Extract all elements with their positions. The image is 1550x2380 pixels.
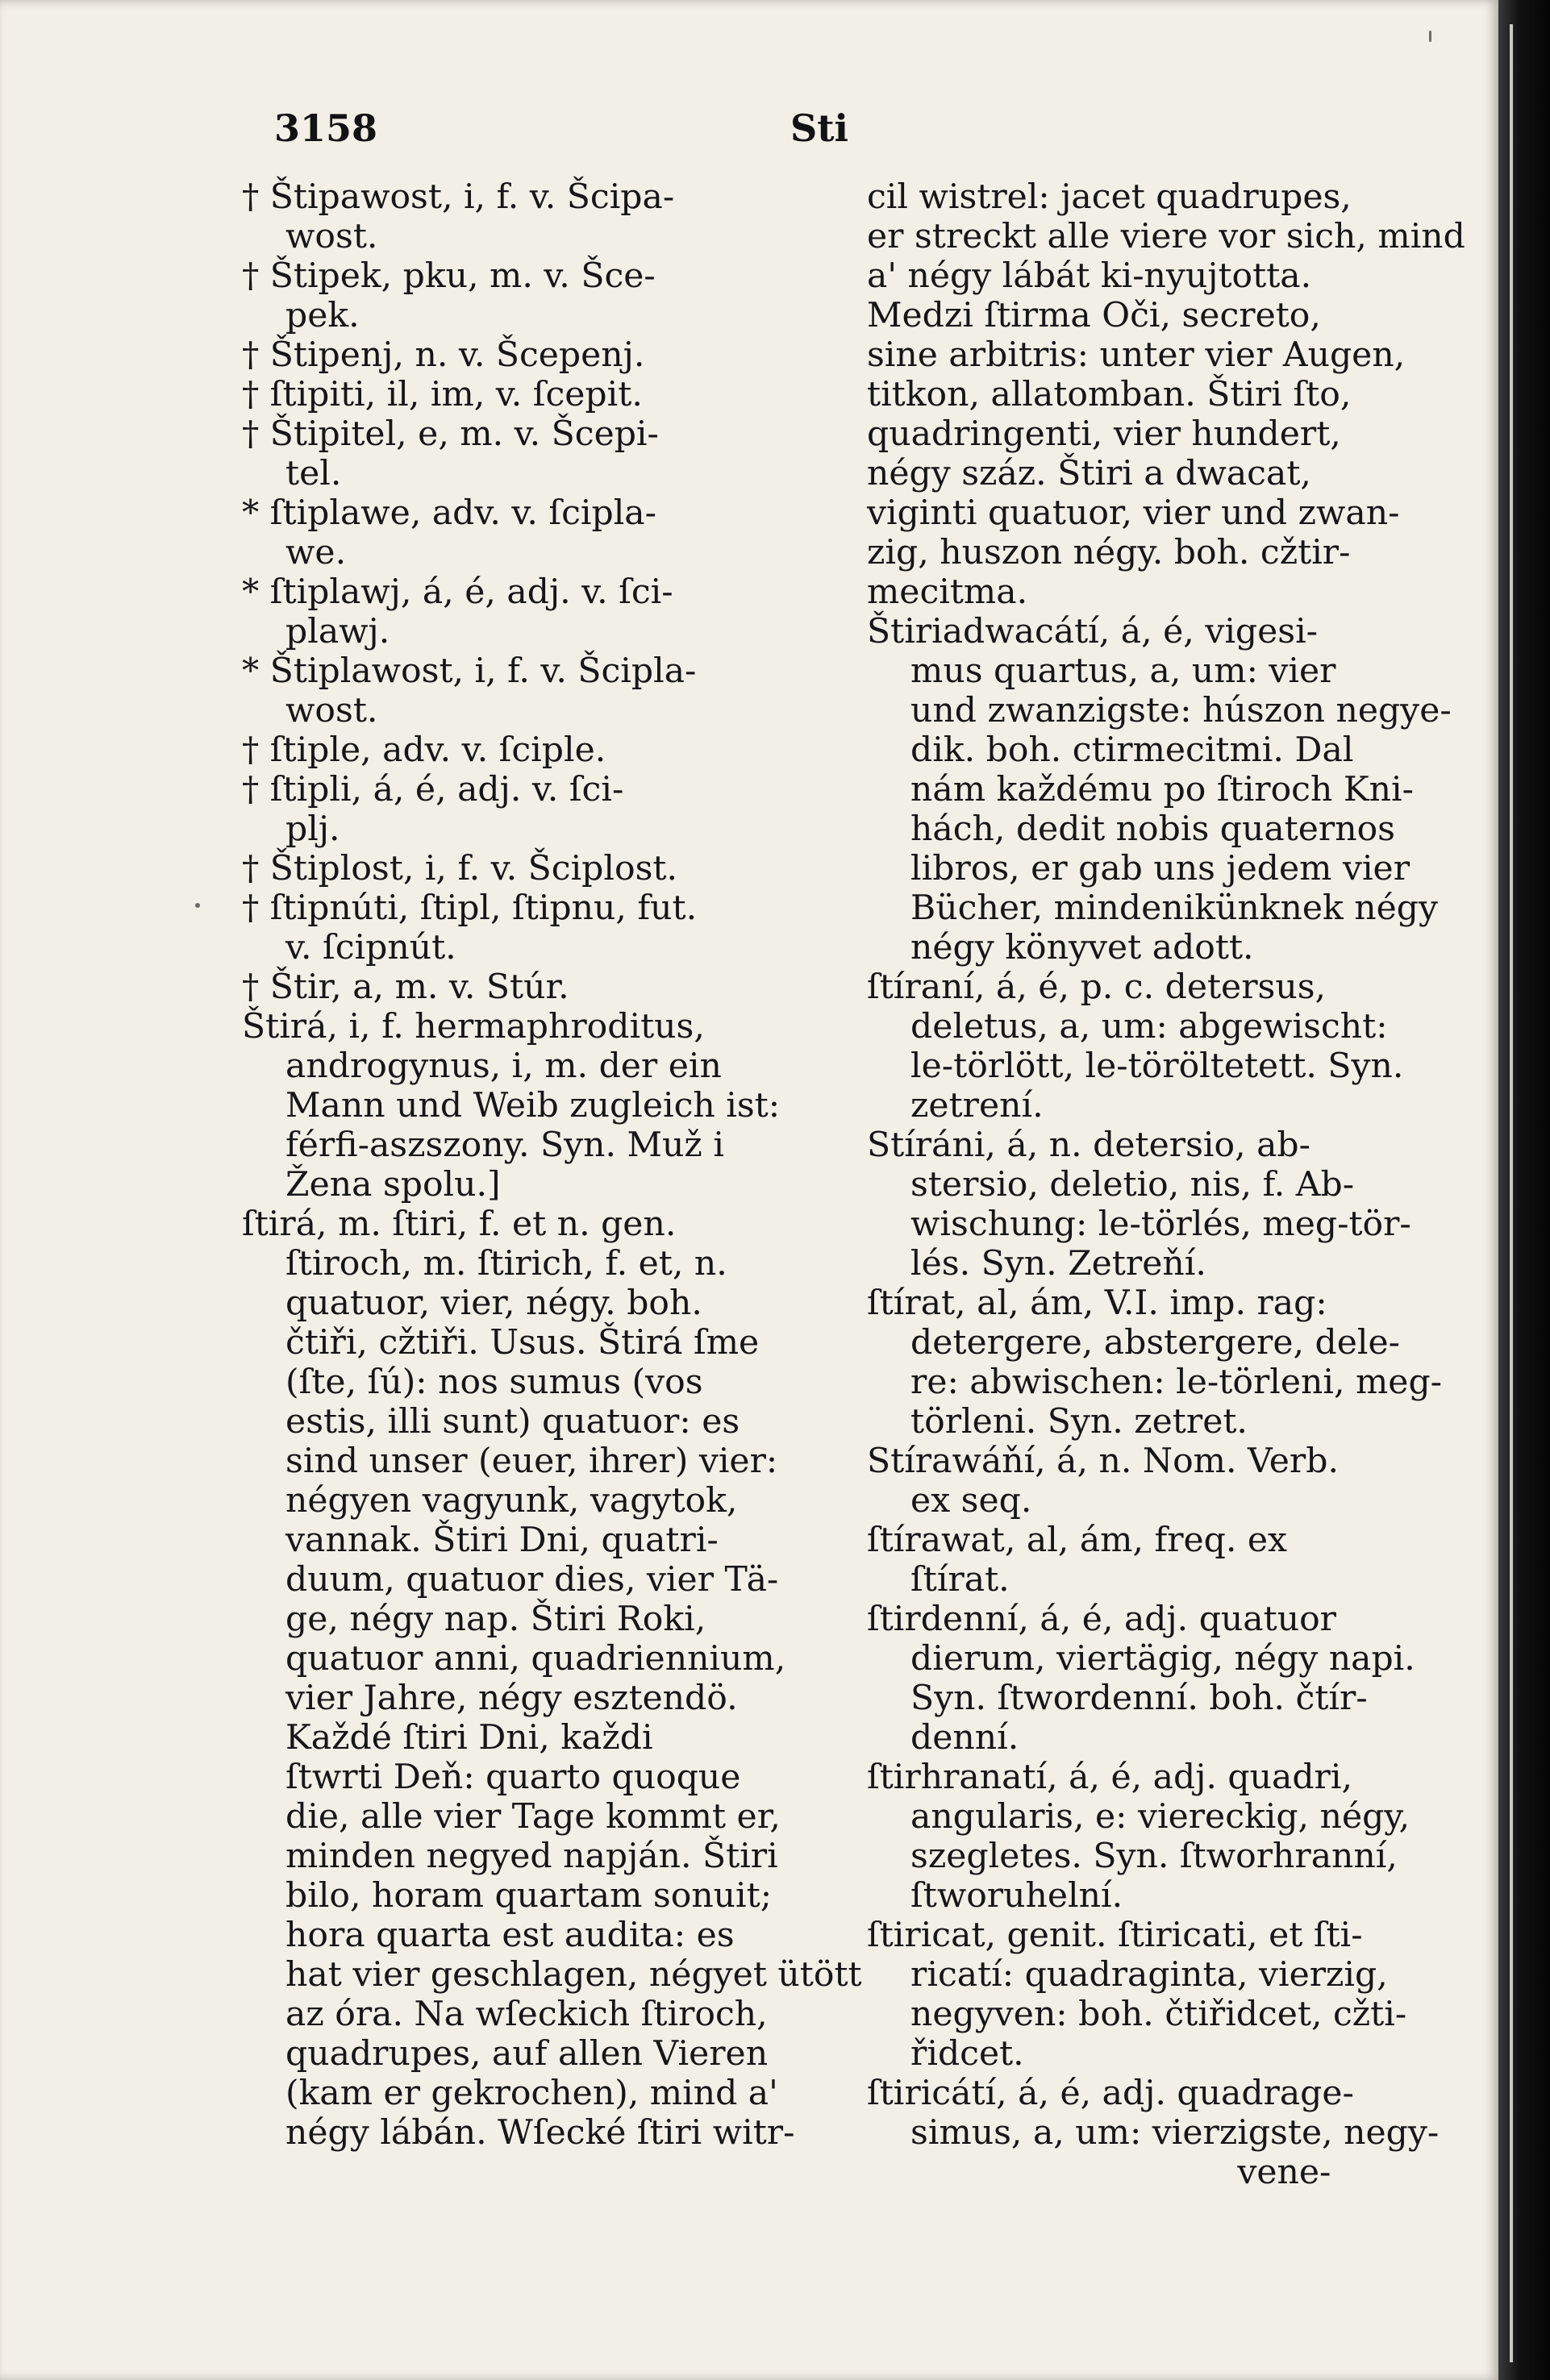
entry-line-left: ge, négy nap. Štiri Roki, xyxy=(242,1600,706,1639)
entry-line-right: ſtiricat, genit. ſtiricati, et ſti- xyxy=(867,1916,1363,1955)
entry-line-right: mecitma. xyxy=(867,572,1028,612)
entry-line-right: ſtirdenní, á, é, adj. quatuor xyxy=(867,1600,1336,1639)
running-head: Sti xyxy=(790,106,848,150)
entry-line-right: Stíráni, á, n. detersio, ab- xyxy=(867,1126,1310,1165)
entry-line-left: Mann und Weib zugleich ist: xyxy=(242,1086,781,1126)
entry-line-right: lés. Syn. Zetreňí. xyxy=(867,1244,1206,1284)
entry-line-right: Syn. ſtwordenní. boh. čtír- xyxy=(867,1679,1368,1718)
entry-line-left: * ſtiplawj, á, é, adj. v. ſci- xyxy=(242,572,673,612)
entry-line-right: ſtírawat, al, ám, freq. ex xyxy=(867,1521,1288,1560)
entry-line-right: ſtiricátí, á, é, adj. quadrage- xyxy=(867,2074,1354,2113)
entry-line-left: † ſtipiti, il, im, v. ſcepit. xyxy=(242,375,643,414)
entry-line-right: ſtworuhelní. xyxy=(867,1876,1123,1916)
entry-line-left: † ſtipli, á, é, adj. v. ſci- xyxy=(242,770,624,809)
entry-line-left: az óra. Na wſeckich ſtiroch, xyxy=(242,1995,768,2034)
entry-line-right: libros, er gab uns jedem vier xyxy=(867,849,1410,888)
entry-line-left: * ſtiplawe, adv. v. ſcipla- xyxy=(242,493,656,533)
entry-line-right: řidcet. xyxy=(867,2034,1024,2074)
entry-line-right: ex seq. xyxy=(867,1481,1032,1521)
page-number: 3158 xyxy=(274,106,378,150)
entry-line-right: szegletes. Syn. ſtworhranní, xyxy=(867,1837,1398,1876)
entry-line-right: Stírawáňí, á, n. Nom. Verb. xyxy=(867,1442,1339,1481)
entry-line-left: † Štipek, pku, m. v. Šce- xyxy=(242,256,656,296)
entry-line-left: Štirá, i, f. hermaphroditus, xyxy=(242,1007,705,1046)
entry-line-right: und zwanzigste: húszon negye- xyxy=(867,691,1452,730)
entry-line-left: ſtwrti Deň: quarto quoque xyxy=(242,1758,741,1797)
entry-line-left: ſtiroch, m. ſtirich, f. et, n. xyxy=(242,1244,727,1284)
entry-line-right: re: abwischen: le-törleni, meg- xyxy=(867,1363,1443,1402)
entry-line-right: denní. xyxy=(867,1718,1019,1758)
entry-line-left: plj. xyxy=(242,809,340,849)
entry-line-right: cil wistrel: jacet quadrupes, xyxy=(867,177,1352,217)
entry-line-left: † Štipitel, e, m. v. Šcepi- xyxy=(242,414,659,454)
entry-line-right: titkon, allatomban. Štiri ſto, xyxy=(867,375,1352,414)
entry-line-right: ricatí: quadraginta, vierzig, xyxy=(867,1955,1388,1995)
entry-line-right: hách, dedit nobis quaternos xyxy=(867,809,1395,849)
entry-line-right: quadringenti, vier hundert, xyxy=(867,414,1341,454)
entry-line-left: androgynus, i, m. der ein xyxy=(242,1046,722,1086)
book-edge xyxy=(1498,0,1550,2380)
entry-line-right: Medzi ſtirma Oči, secreto, xyxy=(867,296,1321,335)
print-speck xyxy=(1429,31,1431,42)
entry-line-right: vene- xyxy=(867,2153,1331,2192)
entry-line-left: duum, quatuor dies, vier Tä- xyxy=(242,1560,779,1600)
entry-line-right: dierum, viertägig, négy napi. xyxy=(867,1639,1415,1679)
entry-line-left: négyen vagyunk, vagytok, xyxy=(242,1481,738,1521)
left-column xyxy=(242,177,862,2153)
entry-line-left: čtiři, cžtiři. Usus. Štirá ſme xyxy=(242,1323,760,1363)
entry-line-right: négy könyvet adott. xyxy=(867,928,1254,967)
entry-line-right: wischung: le-törlés, meg-tör- xyxy=(867,1205,1411,1244)
entry-line-left: quadrupes, auf allen Vieren xyxy=(242,2034,769,2074)
entry-line-left: Každé ſtiri Dni, každi xyxy=(242,1718,653,1758)
entry-line-left: hat vier geschlagen, négyet ütött xyxy=(242,1955,862,1995)
entry-line-left: minden negyed napján. Štiri xyxy=(242,1837,778,1876)
entry-line-left: pek. xyxy=(242,296,360,335)
entry-line-left: bilo, horam quartam sonuit; xyxy=(242,1876,773,1916)
entry-line-left: hora quarta est audita: es xyxy=(242,1916,735,1955)
entry-line-right: negyven: boh. čtiřidcet, cžti- xyxy=(867,1995,1407,2034)
entry-line-right: négy száz. Štiri a dwacat, xyxy=(867,454,1311,493)
entry-line-right: ſtíraní, á, é, p. c. detersus, xyxy=(867,967,1327,1007)
entry-line-left: (ſte, ſú): nos sumus (vos xyxy=(242,1363,703,1402)
entry-line-left: † Štipenj, n. v. Šcepenj. xyxy=(242,335,645,375)
entry-line-right: Štiriadwacátí, á, é, vigesi- xyxy=(867,612,1319,651)
entry-line-left: quatuor, vier, négy. boh. xyxy=(242,1284,702,1323)
entry-line-left: Žena spolu.] xyxy=(242,1165,501,1205)
entry-line-right: nám každému po ſtiroch Kni- xyxy=(867,770,1414,809)
book-edge-line xyxy=(1510,24,1513,2362)
entry-line-right: ſtírat. xyxy=(867,1560,1010,1600)
entry-line-right: le-törlött, le-töröltetett. Syn. xyxy=(867,1046,1404,1086)
right-column xyxy=(867,177,1465,2192)
entry-line-left: férfi-aszszony. Syn. Muž i xyxy=(242,1126,724,1165)
entry-line-left: † Štir, a, m. v. Stúr. xyxy=(242,967,569,1007)
entry-line-left: v. ſcipnút. xyxy=(242,928,456,967)
entry-line-right: Bücher, mindenikünknek négy xyxy=(867,888,1438,928)
entry-line-right: mus quartus, a, um: vier xyxy=(867,651,1336,691)
entry-line-right: ſtirhranatí, á, é, adj. quadri, xyxy=(867,1758,1352,1797)
entry-line-left: † ſtipnúti, ſtipl, ſtipnu, fut. xyxy=(242,888,698,928)
entry-line-right: er streckt alle viere vor sich, mind xyxy=(867,217,1465,256)
entry-line-left: vier Jahre, négy esztendö. xyxy=(242,1679,738,1718)
entry-line-left: wost. xyxy=(242,217,378,256)
entry-line-left: plawj. xyxy=(242,612,390,651)
entry-line-right: viginti quatuor, vier und zwan- xyxy=(867,493,1400,533)
entry-line-left: die, alle vier Tage kommt er, xyxy=(242,1797,781,1837)
entry-line-left: † Štiplost, i, f. v. Šciplost. xyxy=(242,849,677,888)
entry-line-left: vannak. Štiri Dni, quatri- xyxy=(242,1521,719,1560)
entry-line-left: (kam er gekrochen), mind a' xyxy=(242,2074,778,2113)
entry-line-right: sine arbitris: unter vier Augen, xyxy=(867,335,1406,375)
entry-line-right: detergere, abstergere, dele- xyxy=(867,1323,1400,1363)
entry-line-left: * Štiplawost, i, f. v. Šcipla- xyxy=(242,651,697,691)
entry-line-left: quatuor anni, quadriennium, xyxy=(242,1639,786,1679)
entry-line-right: deletus, a, um: abgewischt: xyxy=(867,1007,1388,1046)
entry-line-right: zig, huszon négy. boh. cžtir- xyxy=(867,533,1351,572)
entry-line-right: stersio, deletio, nis, f. Ab- xyxy=(867,1165,1355,1205)
entry-line-right: angularis, e: viereckig, négy, xyxy=(867,1797,1410,1837)
page-header xyxy=(274,106,1403,155)
entry-line-left: † ſtiple, adv. v. ſciple. xyxy=(242,730,606,770)
entry-line-left: estis, illi sunt) quatuor: es xyxy=(242,1402,740,1442)
entry-line-left: ſtirá, m. ſtiri, f. et n. gen. xyxy=(242,1205,677,1244)
entry-line-right: ſtírat, al, ám, V.I. imp. rag: xyxy=(867,1284,1327,1323)
entry-line-right: dik. boh. ctirmecitmi. Dal xyxy=(867,730,1354,770)
entry-line-right: törleni. Syn. zetret. xyxy=(867,1402,1248,1442)
print-speck xyxy=(195,903,200,908)
entry-line-right: simus, a, um: vierzigste, negy- xyxy=(867,2113,1440,2153)
entry-line-left: tel. xyxy=(242,454,342,493)
entry-line-left: we. xyxy=(242,533,347,572)
entry-line-left: sind unser (euer, ihrer) vier: xyxy=(242,1442,778,1481)
entry-line-left: wost. xyxy=(242,691,378,730)
entry-line-left: négy lábán. Wſecké ſtiri witr- xyxy=(242,2113,795,2153)
entry-line-right: zetrení. xyxy=(867,1086,1044,1126)
entry-line-left: † Štipawost, i, f. v. Šcipa- xyxy=(242,177,675,217)
entry-line-right: a' négy lábát ki-nyujtotta. xyxy=(867,256,1312,296)
